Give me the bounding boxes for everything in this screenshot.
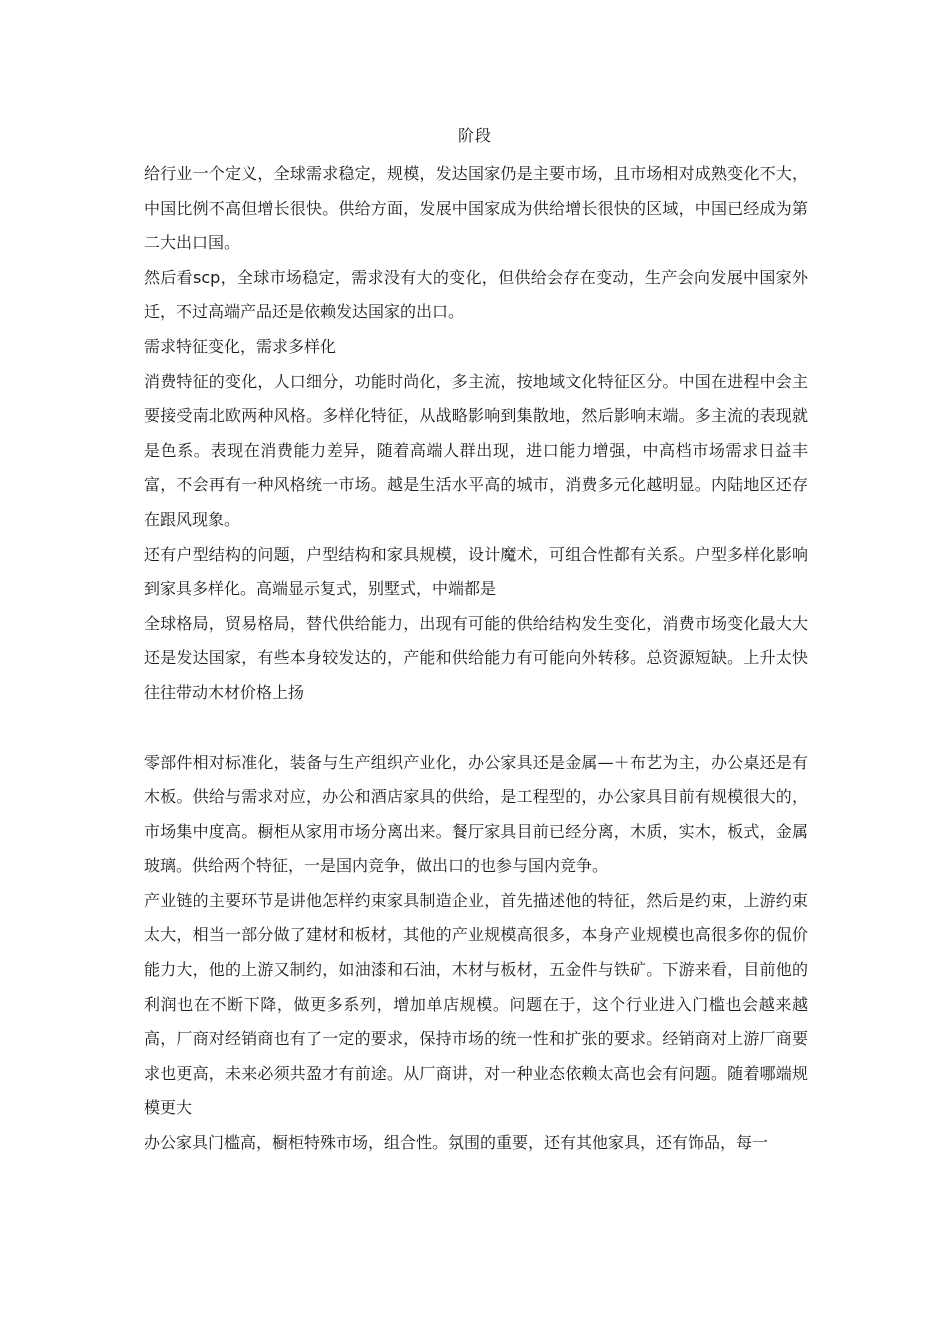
paragraph-office-furniture: 办公家具门槛高，橱柜特殊市场，组合性。氛围的重要，还有其他家具，还有饰品，每一 <box>144 1133 769 1153</box>
document-body <box>144 157 808 1161</box>
paragraph-industry-definition: 给行业一个定义，全球需求稳定，规模，发达国家仍是主要市场，且市场相对成熟变化不大，中国比例不高但增长很快。供给方面，发展中国家成为供给增长很快的区域，中国已经成为第二大出口国。 <box>144 164 808 253</box>
paragraph-demand-heading: 需求特征变化，需求多样化 <box>144 336 337 356</box>
paragraph-housing-structure: 还有户型结构的问题，户型结构和家具规模，设计魔术，可组合性都有关系。户型多样化影响到家具多样化。高端显示复式，别墅式，中端都是 <box>144 544 808 599</box>
paragraph-components: 零部件相对标准化，装备与生产组织产业化，办公家具还是金属—＋布艺为主，办公桌还是有木板。供给与需求对应，办公和酒店家具的供给，是工程型的，办公家具目前有规模很大的，市场集中度高。橱柜从家用市场分离出来。餐厅家具目前已经分离，木质，实木，板式，金属玻璃。供给两个特征，一是国内竞争，做出口的也参与国内竞争。 <box>144 752 808 876</box>
paragraph-global-pattern: 全球格局，贸易格局，替代供给能力，出现有可能的供给结构发生变化，消费市场变化最大大还是发达国家，有些本身较发达的，产能和供给能力有可能向外转移。总资源短缺。上升太快往往带动木材价格上扬 <box>144 613 808 702</box>
paragraph-consumption-features: 消费特征的变化，人口细分，功能时尚化，多主流，按地域文化特征区分。中国在进程中会主要接受南北欧两种风格。多样化特征，从战略影响到集散地，然后影响末端。多主流的表现就是色系。表现在消费能力差异，随着高端人群出现，进口能力增强，中高档市场需求日益丰富，不会再有一种风格统一市场。越是生活水平高的城市，消费多元化越明显。内陆地区还存在跟风现象。 <box>144 371 808 529</box>
paragraph-scp: 然后看scp，全球市场稳定，需求没有大的变化，但供给会存在变动，生产会向发展中国家外迁，不过高端产品还是依赖发达国家的出口。 <box>144 267 808 322</box>
page-title: 阶段 <box>457 126 492 145</box>
paragraph-industry-chain: 产业链的主要环节是讲他怎样约束家具制造企业，首先描述他的特征，然后是约束，上游约束太大，相当一部分做了建材和板材，其他的产业规模高很多，本身产业规模也高很多你的侃价能力大，他的上游又制约，如油漆和石油，木材与板材，五金件与铁矿。下游来看，目前他的利润也在不断下降，做更多系列，增加单店规模。问题在于，这个行业进入门槛也会越来越高，厂商对经销商也有了一定的要求，保持市场的统一性和扩张的要求。经销商对上游厂商要求也更高，未来必须共盈才有前途。从厂商讲，对一种业态依赖太高也会有问题。随着哪端规模更大 <box>144 890 808 1118</box>
